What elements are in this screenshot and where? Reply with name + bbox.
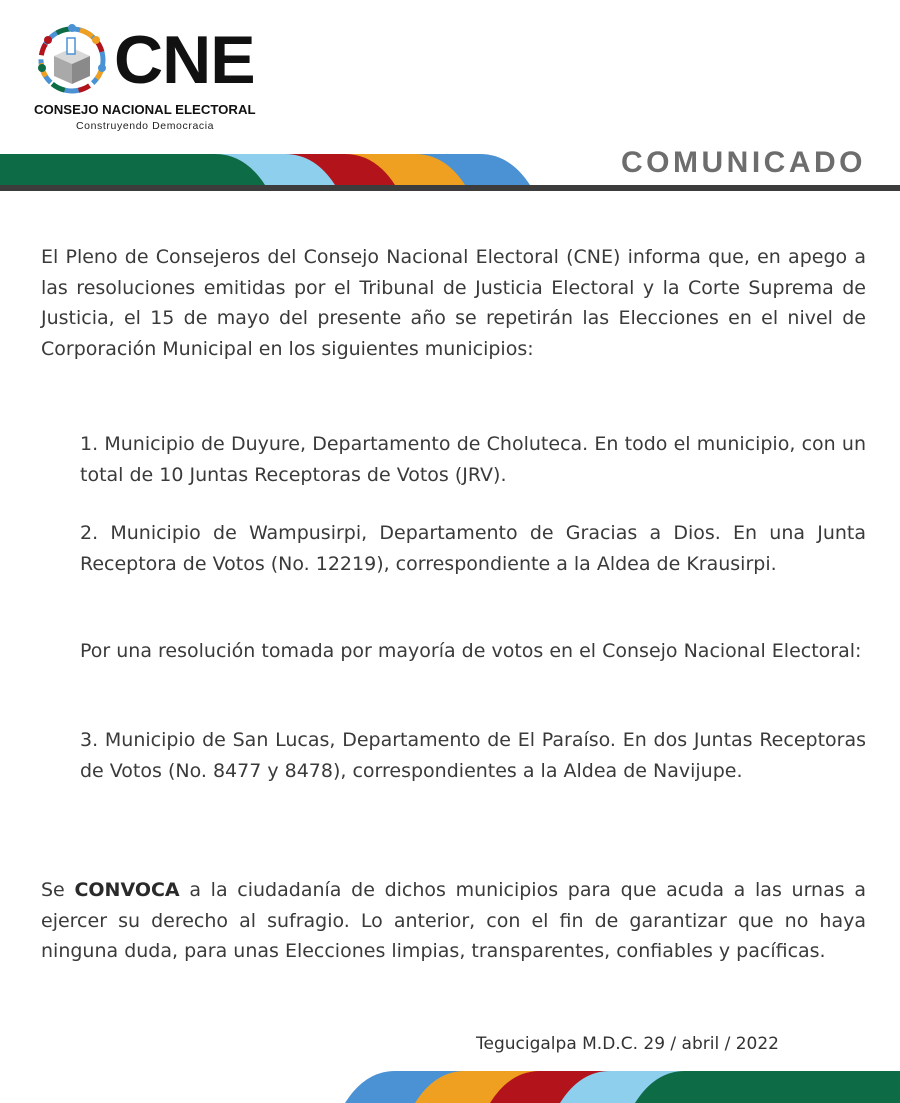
place-and-date: Tegucigalpa M.D.C. 29 / abril / 2022 [476,1034,779,1054]
list-item-duyure: 1. Municipio de Duyure, Departamento de Choluteca. En todo el municipio, con un total de 10 Juntas Receptoras de Votos (JRV). [80,433,866,486]
closing-text-end: a la ciudadanía de dichos municipios para que acuda a las urnas a ejercer su derecho al sufragio. Lo anterior, con el fin de garantizar que no haya ninguna duda, para unas Elecciones limpias, transparentes, confiables y pacíficas. [41,879,866,962]
list-item-wampusirpi: 2. Municipio de Wampusirpi, Departamento de Gracias a Dios. En una Junta Receptora de Votos (No. 12219), correspondiente a la Aldea de Krausirpi. [80,522,866,575]
cne-logo [30,18,280,138]
document-type-heading: COMUNICADO [621,146,866,179]
majority-resolution-note: Por una resolución tomada por mayoría de votos en el Consejo Nacional Electoral: [80,640,862,662]
organization-name: CONSEJO NACIONAL ELECTORAL [34,102,256,117]
list-item-san-lucas: 3. Municipio de San Lucas, Departamento de El Paraíso. En dos Juntas Receptoras de Votos (No. 8477 y 8478), correspondientes a la Aldea de Navijupe. [80,729,866,782]
ballot-box-logo-icon [34,22,110,98]
logo-wordmark: CNE [114,22,255,98]
bottom-color-banner [0,1068,900,1103]
closing-text-start: Se [41,879,75,901]
organization-tagline: Construyendo Democracia [76,120,215,132]
closing-paragraph [41,875,866,967]
intro-paragraph: El Pleno de Consejeros del Consejo Nacional Electoral (CNE) informa que, en apego a las resoluciones emitidas por el Tribunal de Justicia Electoral y la Corte Suprema de Justicia, el 15 de mayo del presente año se repetirán las Elecciones en el nivel de Corporación Municipal en los siguientes municipios: [41,246,866,360]
convoca-emphasis: CONVOCA [74,879,180,901]
